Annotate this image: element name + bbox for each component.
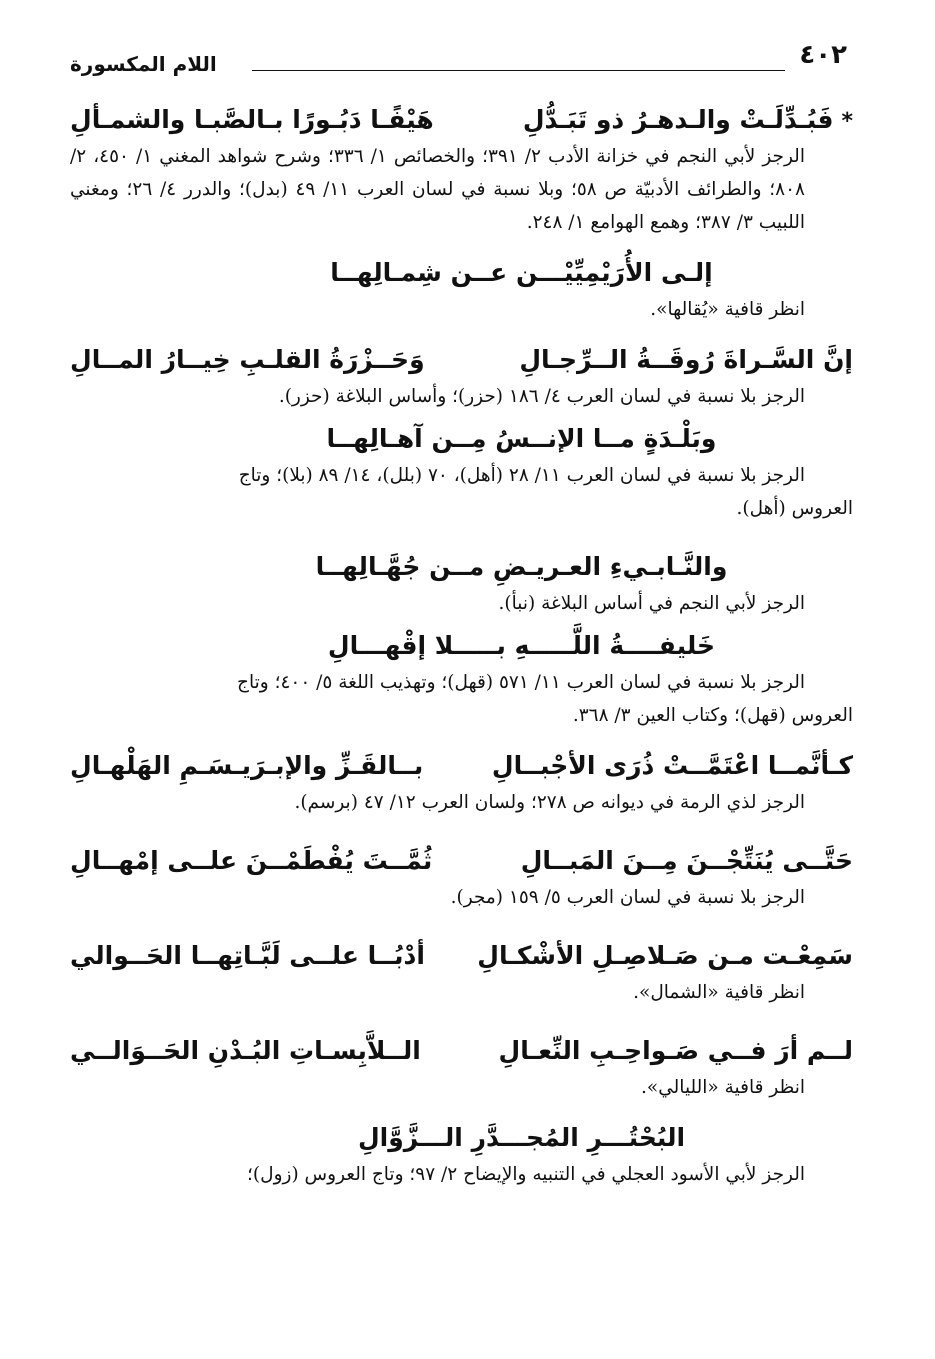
- verse-note: الرجز بلا نسبة في لسان العرب ٤/ ١٨٦ (حزر)؛ وأساس البلاغة (حزر).: [278, 386, 805, 407]
- page-number: ٤٠٢: [799, 40, 847, 70]
- verse-entry: [70, 936, 853, 1009]
- verse-entry: [70, 1031, 853, 1104]
- verse-entry: [70, 1118, 853, 1191]
- hemistich-left: الــلاَّبِسـاتِ البُـدْنِ الحَــوَالــي: [70, 1036, 421, 1065]
- verse-entry: [70, 419, 853, 525]
- verse-note-continuation: العروس (أهل).: [736, 498, 853, 519]
- verse-line-single: إلـى الأُرَيْمِيِّيْـــن عــن شِمـالِهــا: [330, 258, 713, 287]
- header-rule: [252, 70, 785, 71]
- verse-entry: [70, 746, 853, 819]
- verse-note: [70, 666, 853, 699]
- verse-note-line: الرجز بلا نسبة في لسان العرب ١١/ ٥٧١ (قهل)؛ وتهذيب اللغة ٥/ ٤٠٠؛ وتاج: [237, 672, 805, 693]
- hemistich-right: سَمِعْـت مـن صَـلاصِـلِ الأشْكـالِ: [477, 941, 853, 970]
- hemistich-left: ثُمَّــتَ يُفْطَمْــنَ علــى إمْهــالِ: [70, 846, 433, 875]
- hemistich-right-text: فَبُـدِّلَـتْ والـدهـرُ ذو تَبَـدُّلِ: [522, 105, 834, 134]
- hemistich-right: كـأنَّمــا اعْتَمَّــتْ ذُرَى الأجْبــالِ: [491, 751, 853, 780]
- hemistich-right: لــم أرَ فــي صَـواحِـبِ النِّعـالِ: [498, 1036, 853, 1065]
- verse-line-single: وبَلْـدَةٍ مــا الإنــسُ مِــن آهـالِهــا: [326, 424, 717, 453]
- verse-note-line: الرجز لأبي الأسود العجلي في التنبيه والإيضاح ٢/ ٩٧؛ وتاج العروس (زول)؛: [247, 1164, 805, 1185]
- verse-line: [70, 936, 853, 976]
- asterisk-marker: *: [841, 109, 853, 134]
- verse-note: [70, 459, 853, 492]
- hemistich-right: [523, 100, 853, 142]
- verse-note: انظر قافية «الشمال».: [633, 982, 805, 1003]
- verse-note-line: الرجز بلا نسبة في لسان العرب ١١/ ٢٨ (أهل)، ٧٠ (بلل)، ١٤/ ٨٩ (بلا)؛ وتاج: [238, 465, 805, 486]
- verse-note: الرجز لذي الرمة في ديوانه ص ٢٧٨؛ ولسان العرب ١٢/ ٤٧ (برسم).: [294, 792, 805, 813]
- hemistich-right: حَتَّــى يُنَتِّجْــنَ مِــنَ المَبــالِ: [520, 846, 853, 875]
- hemistich-left: هَيْفًـا دَبُـورًا بـالصَّبـا والشمـألِ: [70, 105, 434, 134]
- verse-entry: [70, 547, 853, 620]
- verse-line: [70, 100, 853, 140]
- verse-note: انظر قافية «الليالي».: [641, 1077, 805, 1098]
- page-header: [70, 40, 847, 80]
- verse-note: انظر قافية «يُقالها».: [650, 299, 805, 320]
- verse-line: [70, 746, 853, 786]
- verse-line: [70, 841, 853, 881]
- verse-note: [70, 1158, 853, 1191]
- verse-note: الرجز لأبي النجم في أساس البلاغة (نبأ).: [498, 593, 805, 614]
- verse-entry: [70, 340, 853, 413]
- hemistich-left: وَحَــزْرَةُ القلـبِ خِيــارُ المــالِ: [70, 345, 425, 374]
- hemistich-left: أدْبُــا علــى لَبَّـاتِهــا الحَــوالي: [70, 941, 425, 970]
- verse-line: [70, 1031, 853, 1071]
- page-content: [70, 100, 853, 1191]
- hemistich-right: إنَّ السَّـراةَ رُوقَــةُ الــرِّجـالِ: [519, 345, 853, 374]
- verse-line-single: والنَّـابـيءِ العـريـضِ مــن جُهَّـالِهــا: [315, 552, 728, 581]
- verse-entry: [70, 100, 853, 239]
- verse-note: الرجز بلا نسبة في لسان العرب ٥/ ١٥٩ (مجر).: [450, 887, 805, 908]
- verse-entry: [70, 626, 853, 732]
- verse-note: الرجز لأبي النجم في خزانة الأدب ٢/ ٣٩١؛ والخصائص ١/ ٣٣٦؛ وشرح شواهد المغني ١/ ٤٥٠، ٢/ ٨٠٨؛ والطرائف الأدبيّة ص ٥٨؛ وبلا نسبة في لسان العرب ١١/ ٤٩ (بدل)؛ والدرر ٤/ ٢٦؛ ومغني اللبيب ٣/ ٣٨٧؛ وهمع الهوامع ١/ ٢٤٨.: [70, 146, 805, 233]
- verse-line-single: خَليفــــةُ اللَّـــــهِ بـــــلا إقْهـــالِ: [327, 631, 716, 660]
- verse-line: [70, 340, 853, 380]
- verse-entry: [70, 253, 853, 326]
- verse-entry: [70, 841, 853, 914]
- verse-line-single: البُحْتُـــرِ المُجـــدَّرِ الـــزَّوَّالِ: [357, 1123, 686, 1152]
- verse-note-continuation: العروس (قهل)؛ وكتاب العين ٣/ ٣٦٨.: [572, 705, 853, 726]
- hemistich-left: بــالقَـزِّ والإبـرَيـسَـمِ الهَلْهـالِ: [70, 751, 424, 780]
- running-title: اللام المكسورة: [70, 52, 217, 76]
